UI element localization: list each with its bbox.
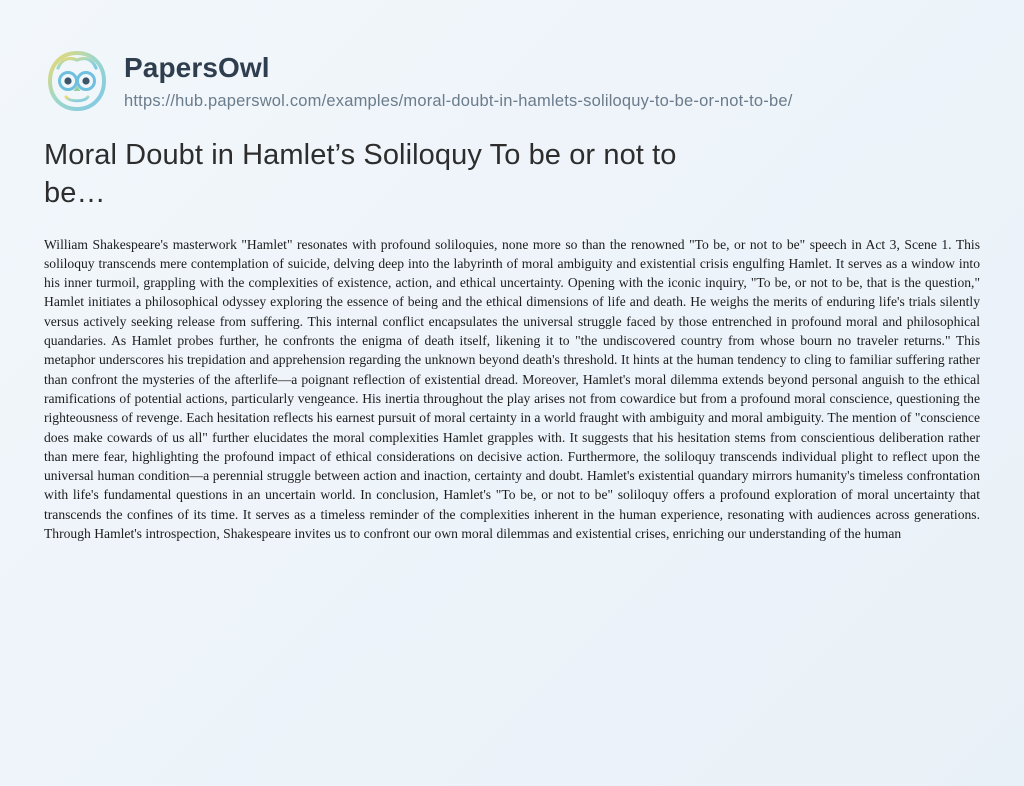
page-title: Moral Doubt in Hamlet’s Soliloquy To be or not to be… [44,139,677,210]
brand-name: PapersOwl [124,51,270,83]
article-body: William Shakespeare's masterwork "Hamlet" resonates with profound soliloquies, none more so than the renowned "To be, or not to be" speech in Act 3, Scene 1. This soliloquy transcends mere contemplation of suicide, delving deep into the labyrinth of moral ambiguity and existential crisis engulfing Hamlet. It serves as a window into his inner turmoil, grappling with the complexities of existence, action, and ethical uncertainty. Opening with the iconic inquiry, "To be, or not to be, that is the question," Hamlet initiates a philosophical odyssey exploring the essence of being and the ethical dimensions of life and death. He weighs the merits of enduring life's trials silently versus actively seeking release from suffering. This internal conflict encapsulates the universal struggle faced by those entrenched in profound moral and philosophical quandaries. As Hamlet probes further, he confronts the enigma of death itself, likening it to "the undiscovered country from whose bourn no traveler returns." This metaphor underscores his trepidation and apprehension regarding the unknown beyond death's threshold. It hints at the human tendency to cling to familiar suffering rather than confront the mysteries of the afterlife—a poignant reflection of existential dread. Moreover, Hamlet's moral dilemma extends beyond personal anguish to the ethical ramifications of potential actions, particularly vengeance. His inertia throughout the play arises not from cowardice but from a profound moral conscience, questioning the righteousness of revenge. Each hesitation reflects his earnest pursuit of moral certainty in a world fraught with ambiguity and moral ambiguity. The mention of "conscience does make cowards of us all" further elucidates the moral complexities Hamlet grapples with. It suggests that his hesitation stems from conscientious deliberation rather than mere fear, highlighting the profound impact of ethical considerations on decisive action. Furthermore, the soliloquy transcends individual plight to reflect upon the universal human condition—a perennial struggle between action and inaction, certainty and doubt. Hamlet's existential quandary mirrors humanity's timeless confrontation with life's fundamental questions in an uncertain world. In conclusion, Hamlet's "To be, or not to be" soliloquy offers a profound exploration of moral uncertainty that transcends the confines of its time. It serves as a timeless reminder of the complexities inherent in the human experience, resonating with audiences across generations. Through Hamlet's introspection, Shakespeare invites us to confront our own moral dilemmas and existential crises, enriching our understanding of the human [44,236,980,541]
brand-block [124,51,793,112]
site-header [0,0,1024,114]
owl-icon [44,48,110,114]
source-url[interactable]: https://hub.paperswol.com/examples/moral-doubt-in-hamlets-soliloquy-to-be-or-not-to-be/ [124,92,793,111]
document-content [0,114,1024,543]
